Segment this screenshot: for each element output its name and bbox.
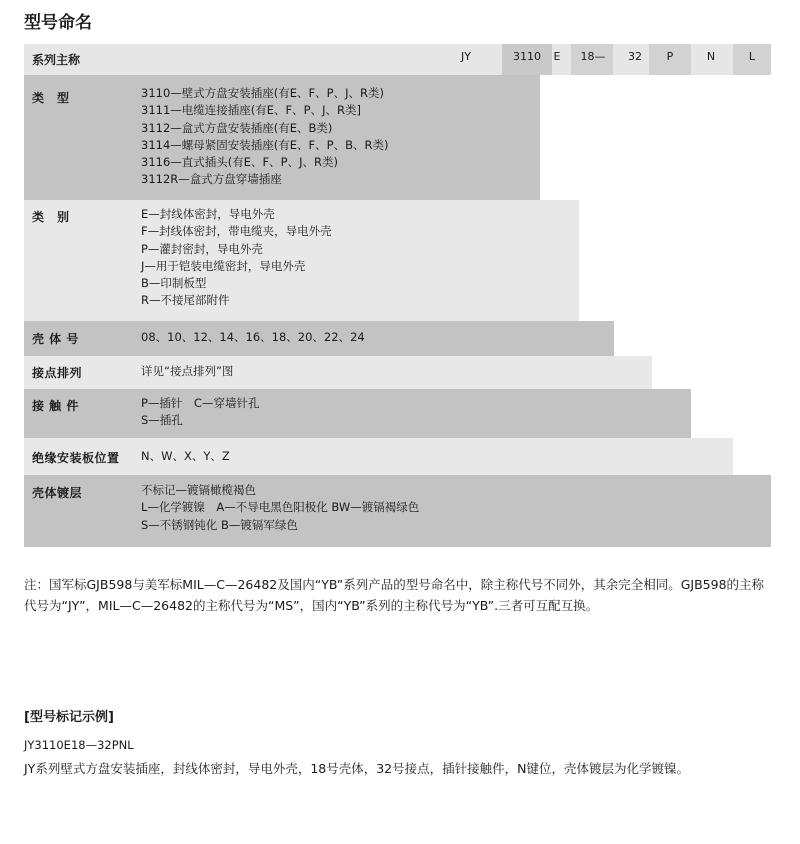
- row-category-label: 类 别: [32, 210, 70, 224]
- code-e: E: [553, 50, 561, 63]
- category-line: E—封线体密封，导电外壳: [141, 207, 275, 221]
- plating-line: S—不锈钢钝化 B—镀镉军绿色: [141, 517, 298, 532]
- example-description: JY系列壁式方盘安装插座，封线体密封，导电外壳，18号壳体，32号接点，插针接触件，N键位，壳体镀层为化学镀镍。: [24, 761, 689, 776]
- row-shell-size: [24, 321, 614, 356]
- row-contact-type-label: 接 触 件: [32, 399, 79, 413]
- code-jy: JY: [461, 50, 471, 63]
- row-contact-arrangement-label: 接点排列: [32, 366, 83, 380]
- example-title: [型号标记示例]: [24, 710, 114, 725]
- type-line: 3114—螺母紧固安装插座(有E、F、P、B、R类): [141, 137, 389, 152]
- row-insert-position: [24, 438, 733, 475]
- row-plating-label: 壳体镀层: [32, 486, 83, 500]
- compatibility-note: 注：国军标GJB598与美军标MIL—C—26482及国内“YB”系列产品的型号命名中，除主称代号不同外，其余完全相同。GJB598的主称代号为“JY”，MIL—C—26482的主称代号为“MS”，国内“YB”系列的主称代号为“YB”.三者可互配互换。: [24, 577, 765, 613]
- series-label: 系列主称: [32, 53, 81, 67]
- page-title: 型号命名: [24, 13, 92, 33]
- code-18: 18—: [580, 50, 606, 63]
- contact-type-line: P—插针 C—穿墙针孔: [141, 396, 260, 410]
- header-row: [24, 44, 771, 75]
- code-n: N: [706, 50, 716, 63]
- category-line: J—用于铠装电缆密封，导电外壳: [141, 258, 306, 273]
- type-line: 3111—电缆连接插座(有E、F、P、J、R类]: [141, 103, 361, 118]
- code-3110: 3110: [513, 50, 541, 63]
- type-line: 3116—直式插头(有E、F、P、J、R类): [141, 155, 338, 170]
- contact-type-line: S—插孔: [141, 413, 183, 428]
- type-line: 3112R—盒式方盘穿墙插座: [141, 172, 282, 187]
- code-l: L: [748, 50, 756, 63]
- row-shell-size-label: 壳 体 号: [32, 332, 79, 346]
- row-plating: [24, 475, 771, 547]
- row-type: [24, 75, 540, 200]
- category-line: P—灌封密封，导电外壳: [141, 241, 263, 256]
- plating-line: L—化学镀镍 A—不导电黑色阳极化 BW—镀镉褐绿色: [141, 500, 420, 515]
- model-naming-diagram: [24, 44, 771, 547]
- type-line: 3112—盒式方盘安装插座(有E、B类): [141, 120, 333, 135]
- code-32: 32: [628, 50, 642, 63]
- row-category: [24, 200, 579, 321]
- shell-size-line: 08、10、12、14、16、18、20、22、24: [141, 330, 365, 344]
- category-line: F—封线体密封，带电缆夹，导电外壳: [141, 224, 332, 239]
- plating-line: 不标记—镀镉橄榄褐色: [141, 483, 256, 497]
- contact-arrangement-line: 详见“接点排列”图: [141, 364, 234, 378]
- insert-position-line: N、W、X、Y、Z: [141, 449, 230, 463]
- type-line: 3110—壁式方盘安装插座(有E、F、P、J、R类): [141, 86, 384, 100]
- row-contact-arrangement: [24, 356, 652, 389]
- row-contact-type: [24, 389, 691, 438]
- row-type-label: 类 型: [32, 91, 70, 105]
- example-code: JY3110E18—32PNL: [24, 738, 134, 752]
- category-line: B—印制板型: [141, 276, 207, 291]
- code-p: P: [666, 50, 674, 63]
- category-line: R—不接尾部附件: [141, 293, 230, 308]
- row-insert-position-label: 绝缘安装板位置: [32, 451, 120, 465]
